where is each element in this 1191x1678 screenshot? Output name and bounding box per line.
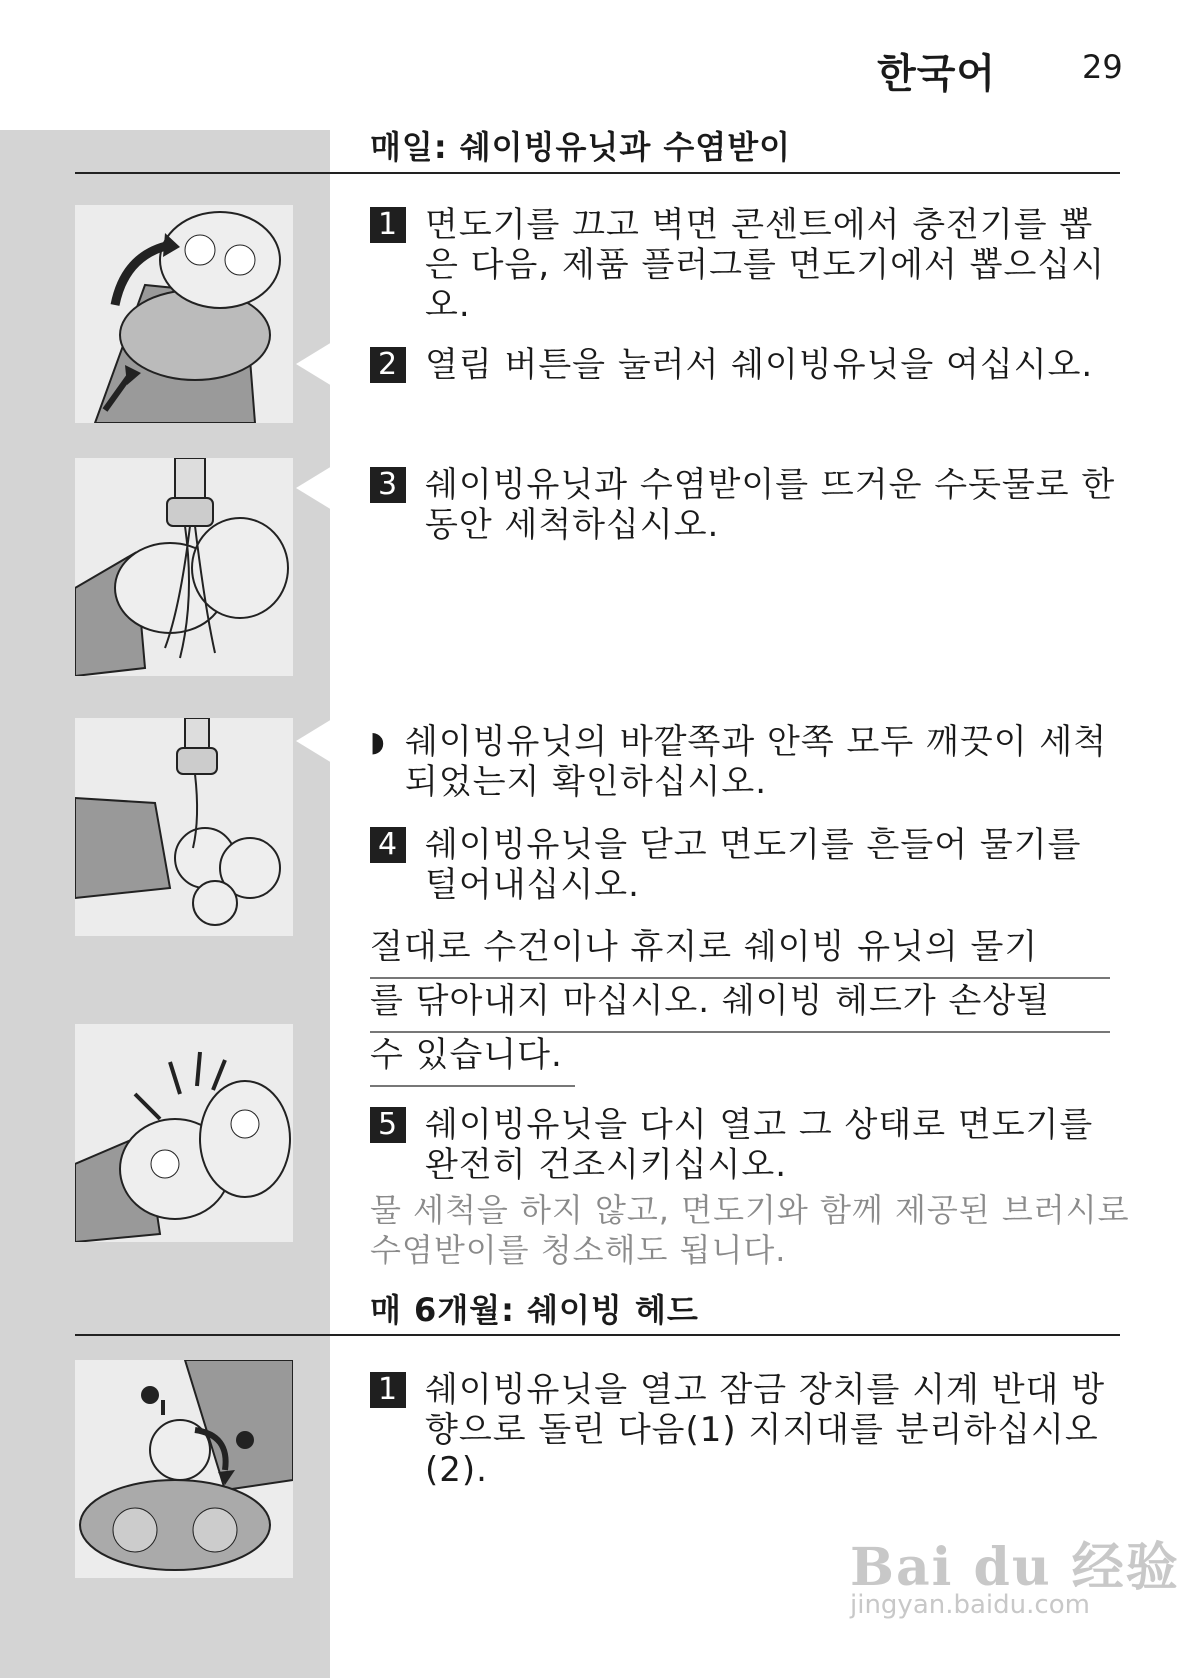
tip-text: 물 세척을 하지 않고, 면도기와 함께 제공된 브러시로 수염받이를 청소해도 됩니다. [370, 1191, 1130, 1269]
illustration-drying [75, 1024, 293, 1242]
step-text: 쉐이빙유닛을 열고 잠금 장치를 시계 반대 방향으로 돌린 다음(1) 지지대를 분리하십시오(2). [425, 1370, 1106, 1490]
step-number: 1 [370, 1372, 406, 1408]
step-text: 쉐이빙유닛을 다시 열고 그 상태로 면도기를 완전히 건조시키십시오. [425, 1105, 1094, 1185]
warning-line: 를 닦아내지 마십시오. 쉐이빙 헤드가 손상될 [370, 979, 1110, 1033]
step-1 [370, 205, 1120, 325]
step-3 [370, 465, 1120, 545]
watermark-logo: Bai du 经验 [850, 1537, 1180, 1598]
check-bullet [370, 722, 1120, 802]
step-text: 면도기를 끄고 벽면 콘센트에서 충전기를 뽑은 다음, 제품 플러그를 면도기에서 뽑으십시오. [425, 205, 1106, 325]
pointer-notch [296, 719, 332, 763]
page-number: 29 [1082, 48, 1123, 86]
watermark-url: jingyan.baidu.com [850, 1590, 1090, 1620]
step-number: 3 [370, 467, 406, 503]
bullet-icon: ◗ [370, 725, 386, 758]
bullet-text: 쉐이빙유닛의 바깥쪽과 안쪽 모두 깨끗이 세척되었는지 확인하십시오. [405, 722, 1108, 802]
step-number: 4 [370, 827, 406, 863]
illustration-rinse-closed [75, 718, 293, 936]
language-label: 한국어 [877, 51, 996, 97]
illustration-open-unit [75, 205, 293, 423]
section-rule [75, 172, 1120, 174]
warning-line: 수 있습니다. [370, 1033, 575, 1087]
section-title-daily: 매일: 쉐이빙유닛과 수염받이 [370, 128, 792, 166]
warning-note [370, 925, 1110, 1087]
step-number: 1 [370, 207, 406, 243]
step-5 [370, 1105, 1120, 1185]
warning-line: 절대로 수건이나 휴지로 쉐이빙 유닛의 물기 [370, 925, 1110, 979]
step-text: 쉐이빙유닛과 수염받이를 뜨거운 수돗물로 한동안 세척하십시오. [425, 465, 1116, 545]
step-1-six-month [370, 1370, 1120, 1490]
pointer-notch [296, 466, 332, 510]
step-number: 5 [370, 1107, 406, 1143]
step-4 [370, 825, 1120, 905]
step-text: 열림 버튼을 눌러서 쉐이빙유닛을 여십시오. [425, 345, 1094, 385]
illustration-rinse [75, 458, 293, 676]
illustration-remove-holder [75, 1360, 293, 1578]
step-text: 쉐이빙유닛을 닫고 면도기를 흔들어 물기를 털어내십시오. [425, 825, 1082, 905]
step-2 [370, 345, 1120, 385]
pointer-notch [296, 342, 332, 386]
section-title-six-month: 매 6개월: 쉐이빙 헤드 [370, 1291, 699, 1329]
step-number: 2 [370, 347, 406, 383]
section-rule [75, 1334, 1120, 1336]
